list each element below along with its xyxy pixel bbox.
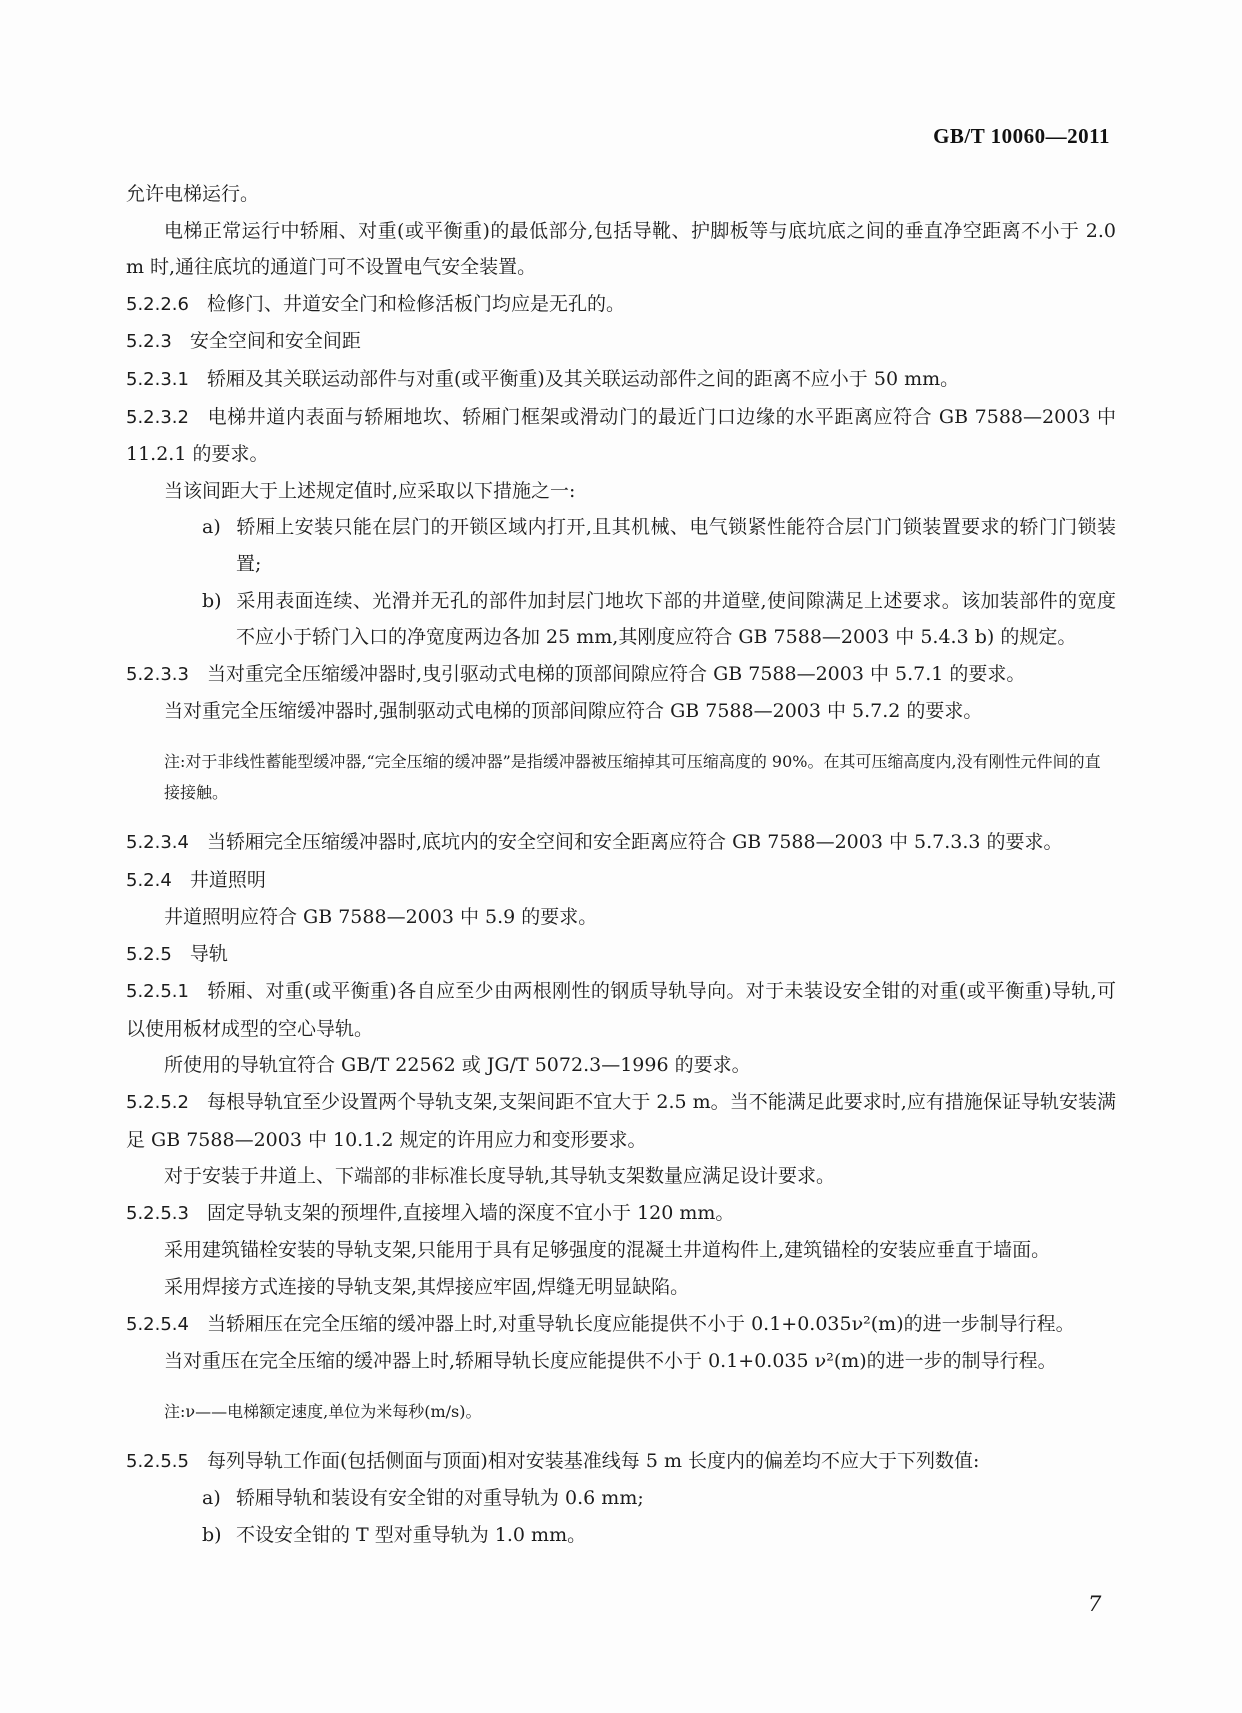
note: 注:对于非线性蓄能型缓冲器,“完全压缩的缓冲器”是指缓冲器被压缩掉其可压缩高度的 90%。在其可压缩高度内,没有刚性元件间的直接接触。: [164, 751, 1101, 802]
clause-5-2-3-4: [126, 824, 1116, 862]
clause-text: 轿厢及其关联运动部件与对重(或平衡重)及其关联运动部件之间的距离不应小于 50 mm。: [206, 367, 960, 390]
heading-text: 安全空间和安全间距: [189, 330, 361, 353]
heading-5-2-3: [126, 323, 1116, 361]
clause-number: 5.2.3.4: [126, 831, 189, 853]
clause-text: 固定导轨支架的预埋件,直接埋入墙的深度不宜小于 120 mm。: [206, 1201, 735, 1224]
clause-number: 5.2.5.3: [126, 1202, 189, 1224]
list-marker: a): [202, 516, 221, 539]
note: 注:ν——电梯额定速度,单位为米每秒(m/s)。: [164, 1401, 482, 1421]
list-item-b: [126, 1517, 1116, 1554]
paragraph: 采用焊接方式连接的导轨支架,其焊接应牢固,焊缝无明显缺陷。: [164, 1276, 690, 1299]
clause-5-2-5-4: [126, 1306, 1116, 1344]
paragraph: 电梯正常运行中轿厢、对重(或平衡重)的最低部分,包括导靴、护脚板等与底坑底之间的垂直净空距离不小于 2.0 m 时,通往底坑的通道门可不设置电气安全装置。: [126, 219, 1116, 279]
list-text: 轿厢导轨和装设有安全钳的对重导轨为 0.6 mm;: [236, 1487, 644, 1510]
list-item-a: [126, 509, 1116, 582]
heading-text: 导轨: [189, 942, 228, 965]
clause-number: 5.2.3.1: [126, 368, 189, 390]
paragraph: 井道照明应符合 GB 7588—2003 中 5.9 的要求。: [164, 906, 598, 929]
clause-text: 检修门、井道安全门和检修活板门均应是无孔的。: [206, 292, 625, 315]
clause-number: 5.2.5.5: [126, 1450, 189, 1472]
document-body: [126, 176, 1116, 1554]
list-text: 采用表面连续、光滑并无孔的部件加封层门地坎下部的井道壁,使间隙满足上述要求。该加装部件的宽度不应小于轿门入口的净宽度两边各加 25 mm,其刚度应符合 GB 7588—2003 中 5.4.3 b) 的规定。: [236, 589, 1116, 649]
paragraph: 当该间距大于上述规定值时,应采取以下措施之一:: [164, 479, 576, 502]
heading-number: 5.2.3: [126, 331, 172, 353]
clause-number: 5.2.5.4: [126, 1313, 189, 1335]
heading-5-2-5: [126, 936, 1116, 974]
clause-5-2-5-3: [126, 1195, 1116, 1233]
list-marker: b): [202, 589, 222, 612]
list-item-b: [126, 583, 1116, 656]
clause-5-2-5-1: [126, 973, 1116, 1047]
paragraph: 采用建筑锚栓安装的导轨支架,只能用于具有足够强度的混凝土井道构件上,建筑锚栓的安装应垂直于墙面。: [164, 1239, 1051, 1262]
list-marker: b): [202, 1524, 222, 1546]
clause-text: 当轿厢完全压缩缓冲器时,底坑内的安全空间和安全距离应符合 GB 7588—2003 中 5.7.3.3 的要求。: [206, 830, 1063, 853]
clause-text: 每列导轨工作面(包括侧面与顶面)相对安装基准线每 5 m 长度内的偏差均不应大于下列数值:: [206, 1449, 980, 1472]
clause-5-2-5-5: [126, 1443, 1116, 1481]
clause-5-2-3-1: [126, 361, 1116, 399]
clause-text: 每根导轨宜至少设置两个导轨支架,支架间距不宜大于 2.5 m。当不能满足此要求时,应有措施保证导轨安装满足 GB 7588—2003 中 10.1.2 规定的许用应力和变形要求。: [126, 1091, 1116, 1151]
list-marker: a): [202, 1487, 221, 1510]
clause-text: 当轿厢压在完全压缩的缓冲器上时,对重导轨长度应能提供不小于 0.1+0.035ν²(m)的进一步制导行程。: [206, 1312, 1075, 1335]
standard-code-header: GB/T 10060—2011: [933, 124, 1110, 148]
clause-5-2-3-3: [126, 656, 1116, 694]
paragraph: 允许电梯运行。: [126, 183, 260, 205]
clause-5-2-5-2: [126, 1084, 1116, 1158]
clause-text: 轿厢、对重(或平衡重)各自应至少由两根刚性的钢质导轨导向。对于未装设安全钳的对重(或平衡重)导轨,可以使用板材成型的空心导轨。: [126, 980, 1116, 1040]
clause-number: 5.2.5.1: [126, 981, 189, 1003]
paragraph: 对于安装于井道上、下端部的非标准长度导轨,其导轨支架数量应满足设计要求。: [164, 1165, 836, 1188]
clause-number: 5.2.3.3: [126, 663, 189, 685]
clause-number: 5.2.2.6: [126, 293, 189, 315]
heading-number: 5.2.4: [126, 869, 172, 891]
list-text: 轿厢上安装只能在层门的开锁区域内打开,且其机械、电气锁紧性能符合层门门锁装置要求的轿门门锁装置;: [236, 516, 1116, 575]
list-text: 不设安全钳的 T 型对重导轨为 1.0 mm。: [236, 1524, 587, 1546]
heading-number: 5.2.5: [126, 943, 172, 965]
heading-5-2-4: [126, 862, 1116, 900]
clause-5-2-2-6: [126, 286, 1116, 324]
heading-text: 井道照明: [189, 868, 266, 891]
clause-text: 电梯井道内表面与轿厢地坎、轿厢门框架或滑动门的最近门口边缘的水平距离应符合 GB 7588—2003 中 11.2.1 的要求。: [126, 405, 1116, 466]
clause-5-2-3-2: [126, 399, 1116, 473]
list-item-a: [126, 1480, 1116, 1517]
paragraph: 当对重压在完全压缩的缓冲器上时,轿厢导轨长度应能提供不小于 0.1+0.035 ν²(m)的进一步的制导行程。: [164, 1350, 1057, 1373]
clause-number: 5.2.5.2: [126, 1092, 189, 1114]
clause-number: 5.2.3.2: [126, 406, 189, 428]
clause-text: 当对重完全压缩缓冲器时,曳引驱动式电梯的顶部间隙应符合 GB 7588—2003 中 5.7.1 的要求。: [206, 662, 1026, 685]
page-number: 7: [1088, 1592, 1102, 1616]
paragraph: 所使用的导轨宜符合 GB/T 22562 或 JG/T 5072.3—1996 的要求。: [164, 1054, 751, 1077]
paragraph: 当对重完全压缩缓冲器时,强制驱动式电梯的顶部间隙应符合 GB 7588—2003 中 5.7.2 的要求。: [164, 700, 983, 723]
